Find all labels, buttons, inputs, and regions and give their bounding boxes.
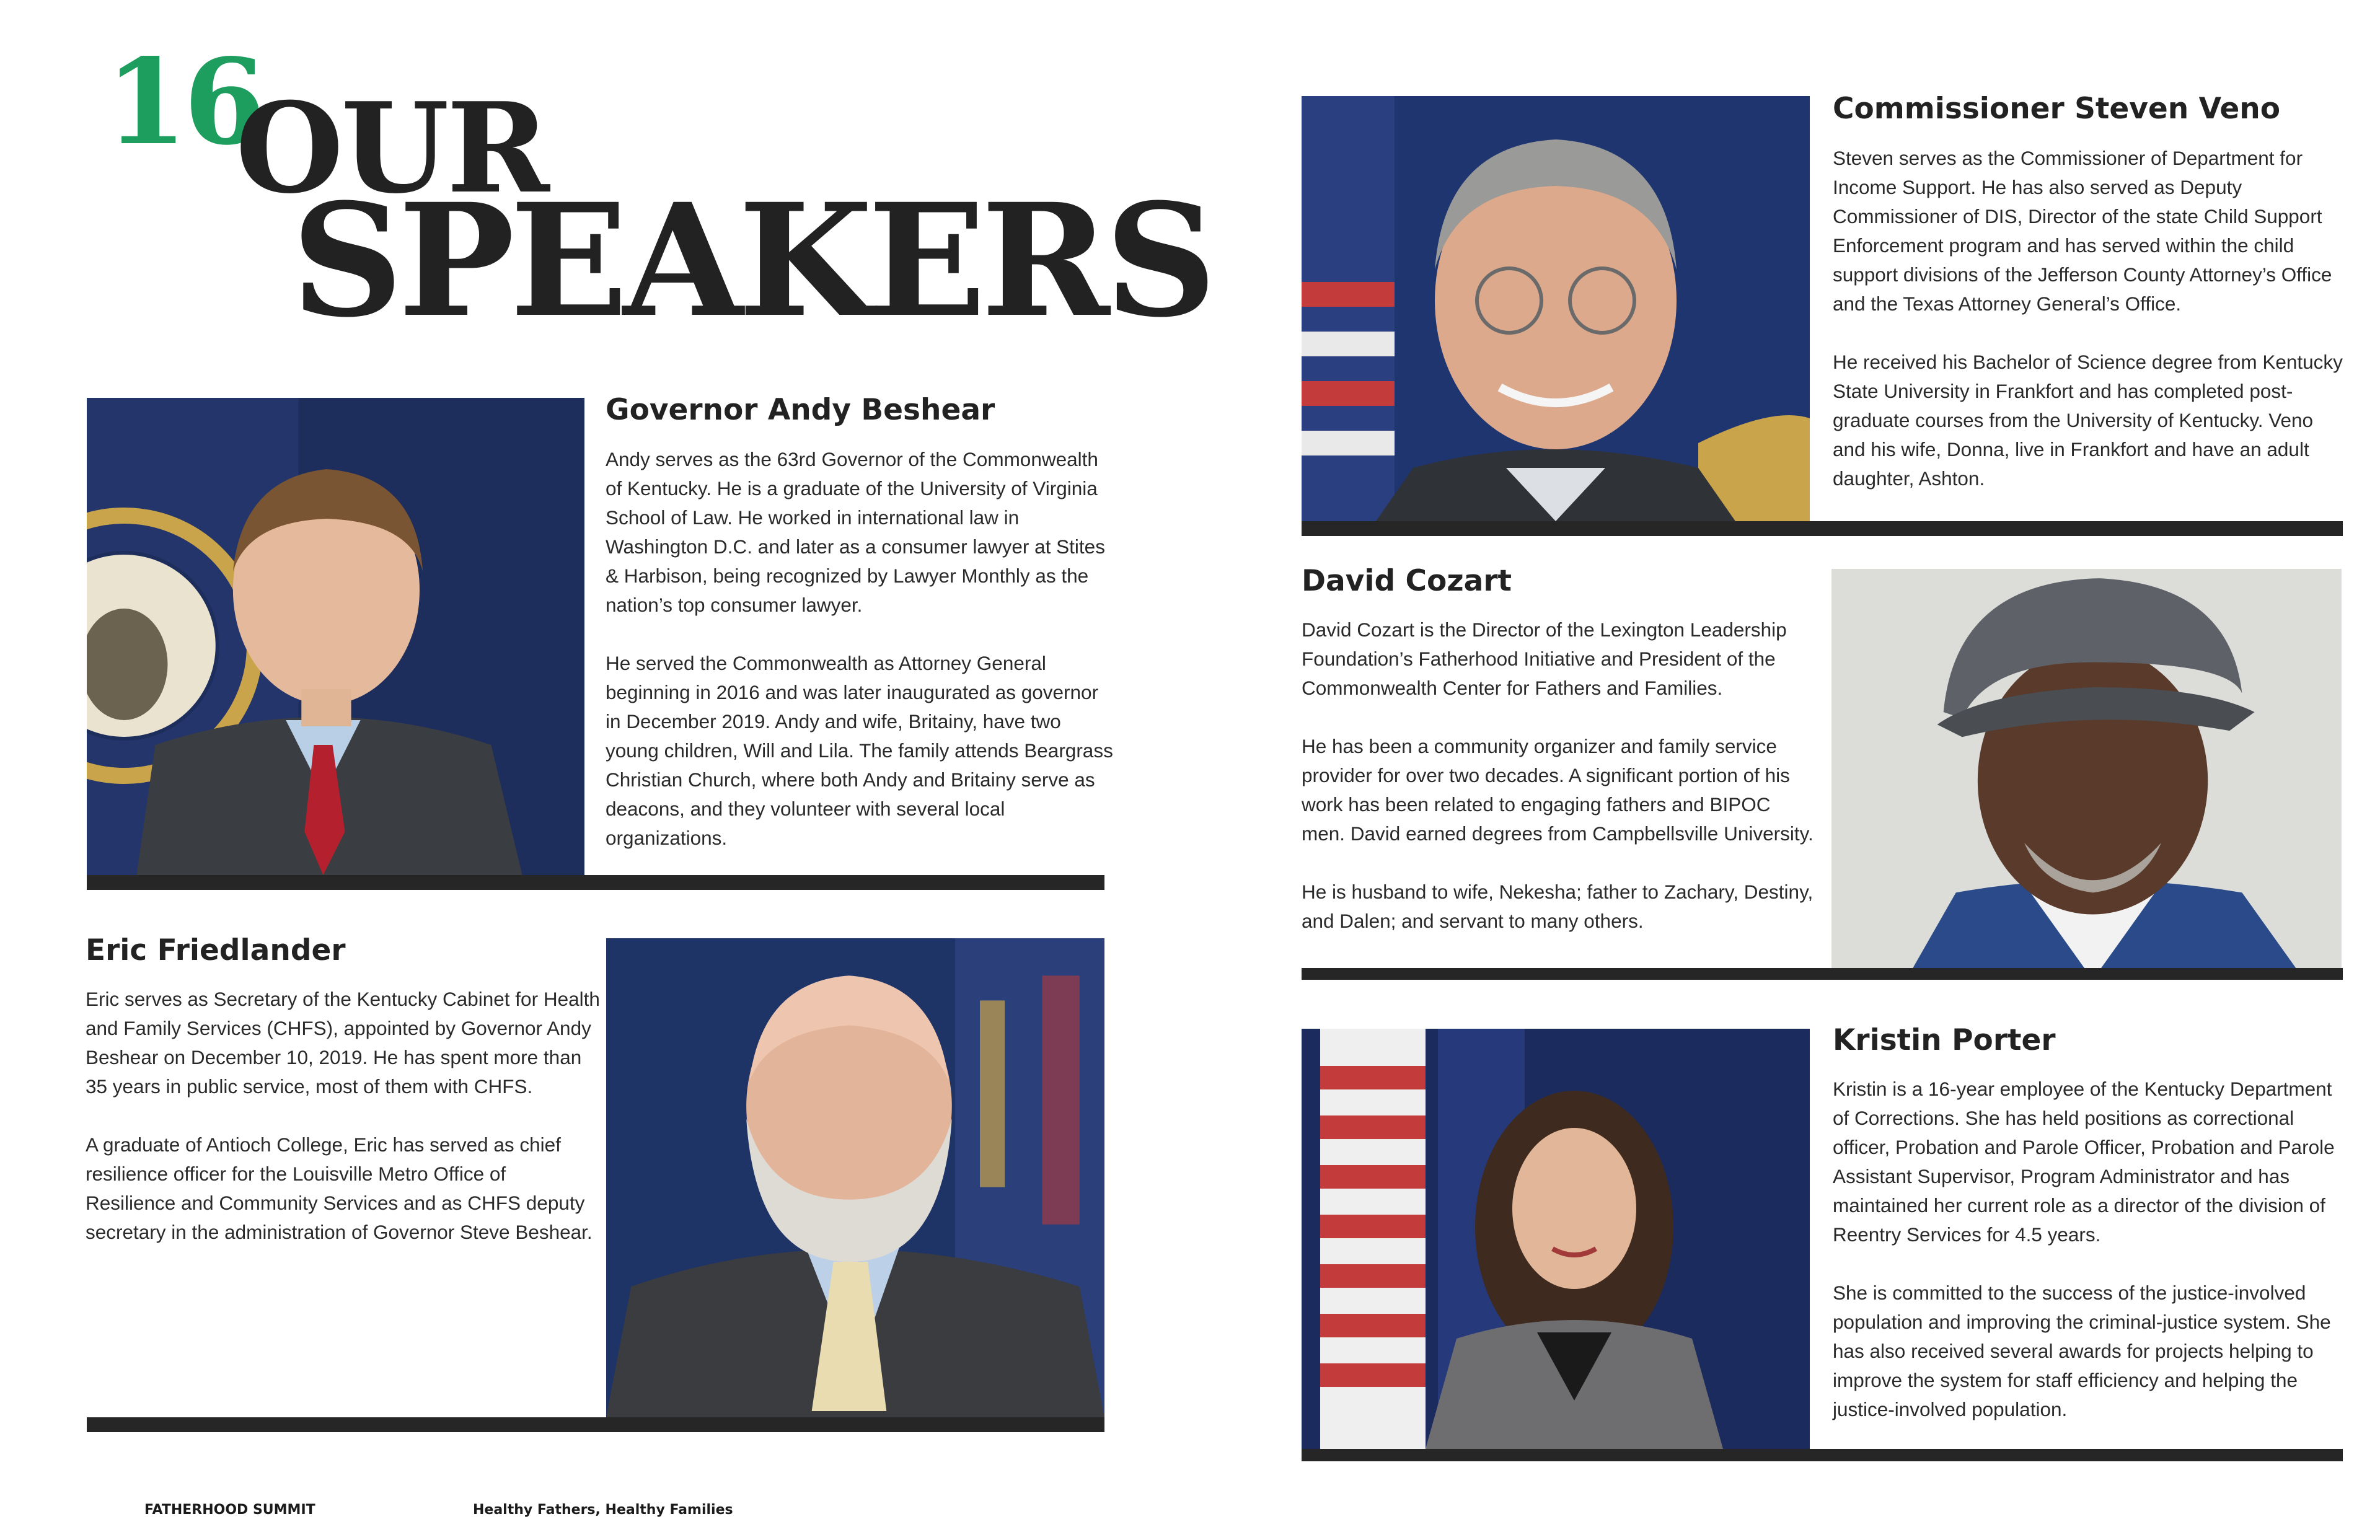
speaker-photo-cozart [1831,569,2342,980]
speaker-bio-paragraph: Eric serves as Secretary of the Kentucky Cabinet for Health and Family Services (CHFS), appointed by Governor Andy Beshear on December 10, 2019. He has spent more than 35 years in public service, most of them with CHFS. [86,988,600,1098]
speaker-photo-friedlander [606,938,1104,1417]
speaker-bio-cozart [1302,615,1816,936]
speaker-bio-beshear [606,445,1117,853]
speaker-bio-veno [1833,144,2347,493]
speaker-bio-paragraph: David Cozart is the Director of the Lexington Leadership Foundation’s Fatherhood Initiative and President of the Commonwealth Center for Fathers and Families. [1302,618,1787,699]
divider-bar [1302,1449,2343,1461]
speaker-bio-paragraph: He has been a community organizer and family service provider for over two decades. A significant portion of his work has been related to engaging fathers and BIPOC men. David earned degrees from Campbellsville University. [1302,735,1814,845]
divider-bar [1302,968,2343,980]
divider-bar [87,1417,1104,1432]
speaker-bio-paragraph: Kristin is a 16-year employee of the Kentucky Department of Corrections. She has held positions as correctional officer, Probation and Parole Officer, Probation and Parole Assistant Supervisor, Program Administrator and has maintained her current role as a director of the division of Reentry Services for 4.5 years. [1833,1078,2335,1246]
speaker-bio-paragraph: Andy serves as the 63rd Governor of the Commonwealth of Kentucky. He is a graduate of the University of Virginia School of Law. He worked in international law in Washington D.C. and later as a consumer lawyer at Stites & Harbison, being recognized by Lawyer Monthly as the nation’s top consumer lawyer. [606,448,1105,616]
speaker-bio-paragraph: A graduate of Antioch College, Eric has served as chief resilience officer for the Louisville Metro Office of Resilience and Community Services and as CHFS deputy secretary in the administration of Governor Steve Beshear. [86,1133,593,1243]
speaker-bio-porter [1833,1075,2347,1424]
divider-bar [87,875,1104,890]
footer-tagline: Healthy Fathers, Healthy Families [473,1502,733,1518]
speaker-bio-paragraph: He served the Commonwealth as Attorney General beginning in 2016 and was later inaugurated as governor in December 2019. Andy and wife, Britainy, have two young children, Will and Lila. The family attends Beargrass Christian Church, where both Andy and Britainy serve as deacons, and they volunteer with several local organizations. [606,652,1113,849]
divider-bar [1302,521,2343,536]
speaker-name-beshear: Governor Andy Beshear [606,393,995,427]
speaker-photo-porter [1302,1029,1810,1449]
speaker-name-veno: Commissioner Steven Veno [1833,92,2281,126]
speaker-name-porter: Kristin Porter [1833,1023,2056,1057]
speaker-bio-friedlander [86,985,600,1247]
speaker-name-friedlander: Eric Friedlander [86,933,346,967]
speaker-bio-paragraph: He is husband to wife, Nekesha; father to Zachary, Destiny, and Dalen; and servant to many others. [1302,881,1814,932]
footer-event-name: FATHERHOOD SUMMIT [144,1502,315,1518]
speaker-photo-veno [1302,96,1810,521]
page-title-line1: OUR [236,76,547,221]
page-title-line2: SPEAKERS [291,169,1212,351]
speaker-bio-paragraph: She is committed to the success of the justice-involved population and improving the criminal-justice system. She has also received several awards for projects helping to improve the system for staff efficiency and helping the justice-involved population. [1833,1282,2331,1420]
speaker-photo-beshear [87,398,584,875]
speaker-bio-paragraph: Steven serves as the Commissioner of Department for Income Support. He has also served as Deputy Commissioner of DIS, Director of the state Child Support Enforcement program and has served within the child support divisions of the Jefferson County Attorney’s Office and the Texas Attorney General’s Office. [1833,147,2332,315]
speaker-name-cozart: David Cozart [1302,564,1512,598]
page-number: 16 [105,33,262,171]
speaker-bio-paragraph: He received his Bachelor of Science degree from Kentucky State University in Frankfort and has completed post-graduate courses from the University of Kentucky. Veno and his wife, Donna, live in Frankfort and have an adult daughter, Ashton. [1833,351,2343,490]
